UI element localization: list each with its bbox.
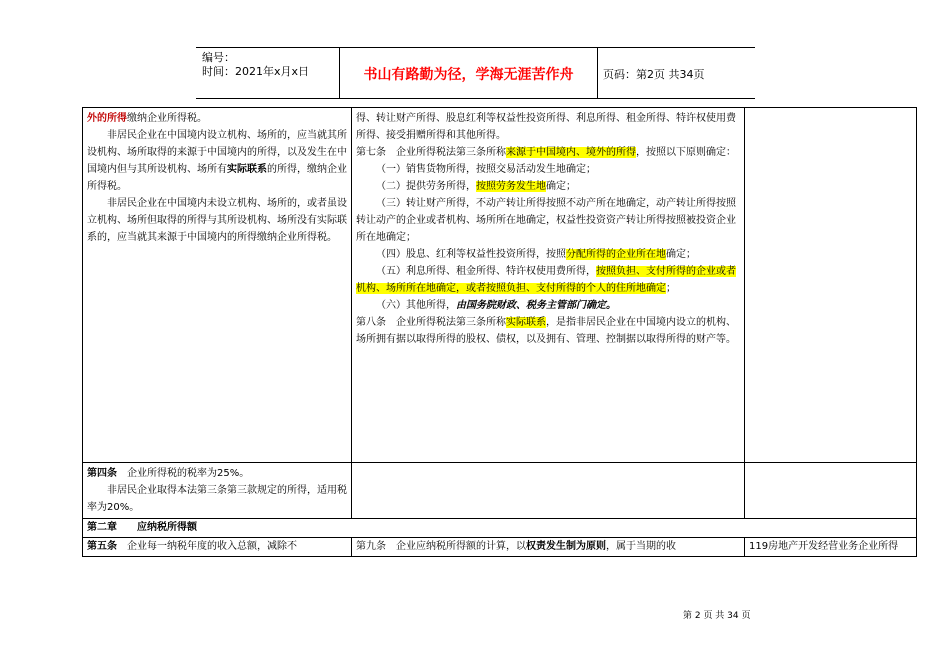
regulation-text-cell (352, 108, 745, 463)
text: 确定； (666, 249, 696, 260)
page-label: 页码：第2页 共34页 (603, 68, 705, 81)
highlighted-text: 按照劳务发生地 (476, 181, 546, 192)
table-row (83, 538, 917, 557)
highlighted-text: 按照负担、支付所得的企业或者机构、场所所在地确定，或者按照负担、支付所得的个人的住所地确定 (356, 266, 736, 294)
list-item (356, 178, 740, 195)
law-comparison-table (82, 107, 917, 557)
text: 企业所得税的税率为25%。 (117, 468, 250, 479)
text: 第九条 企业应纳税所得额的计算，以 (356, 541, 526, 552)
table-row (83, 463, 917, 519)
text: （四）股息、红利等权益性投资所得，按照 (376, 249, 566, 260)
table-row (83, 108, 917, 463)
law-text-cell (83, 538, 352, 557)
text: ，是指非居民企业在中国境内设立的机构、场所拥有据以取得所得的股权、债权，以及拥有、管理、控制据以取得所得的财产等。 (356, 317, 736, 345)
notes-cell (745, 108, 917, 463)
page-header (196, 47, 755, 99)
header-meta-cell (196, 48, 339, 98)
bold-text: 实际联系 (227, 164, 267, 175)
text: ； (666, 283, 676, 294)
text: ，属于当期的收 (606, 541, 676, 552)
text: 确定； (546, 181, 576, 192)
chapter-heading: 第二章 应纳税所得额 (83, 519, 917, 538)
text: 缴纳企业所得税。 (127, 113, 207, 124)
article-number: 第五条 (87, 541, 117, 552)
text: 的所得，缴纳企业所得税。 (87, 164, 347, 192)
text: 第七条 企业所得税法第三条所称 (356, 147, 506, 158)
text: 企业每一纳税年度的收入总额，减除不 (117, 541, 297, 552)
text: （二）提供劳务所得， (376, 181, 476, 192)
chapter-row (83, 519, 917, 538)
paragraph: 非居民企业取得本法第三条第三款规定的所得，适用税率为20%。 (87, 485, 347, 513)
text: （五）利息所得、租金所得、特许权使用费所得， (376, 266, 596, 277)
bold-italic-text: 由国务院财政、税务主管部门确定。 (456, 300, 616, 311)
text: 非居民企业在中国境内设立机构、场所的，应当就其所设机构、场所取得的来源于中国境内的所得，以及发生在中国境内但与其所设机构、场所有 (87, 130, 347, 175)
law-text-cell (83, 108, 352, 463)
highlighted-text: 实际联系 (506, 317, 546, 328)
red-text: 外的所得 (87, 113, 127, 124)
motto: 书山有路勤为径，学海无涯苦作舟 (363, 67, 574, 83)
text: （六）其他所得， (376, 300, 456, 311)
article-8 (356, 314, 740, 348)
list-item: （一）销售货物所得，按照交易活动发生地确定； (376, 164, 596, 175)
law-text-cell (83, 463, 352, 519)
article-4 (87, 465, 347, 482)
header-motto-cell (339, 48, 598, 98)
regulation-text-cell (352, 538, 745, 557)
article-number: 第四条 (87, 468, 117, 479)
list-item (356, 297, 740, 314)
paragraph: 非居民企业在中国境内未设立机构、场所的，或者虽设立机构、场所但取得的所得与其所设机构、场所没有实际联系的，应当就其来源于中国境内的所得缴纳企业所得税。 (87, 198, 347, 243)
highlighted-text: 来源于中国境内、境外的所得 (506, 147, 636, 158)
list-item (356, 246, 740, 263)
highlighted-text: 分配所得的企业所在地 (566, 249, 666, 260)
notes-cell (745, 463, 917, 519)
bold-text: 权责发生制为原则 (526, 541, 606, 552)
paragraph (87, 127, 347, 195)
paragraph (87, 110, 347, 127)
text: 第八条 企业所得税法第三条所称 (356, 317, 506, 328)
text: ，按照以下原则确定： (636, 147, 736, 158)
paragraph: 得、转让财产所得、股息红利等权益性投资所得、利息所得、租金所得、特许权使用费所得、接受捐赠所得和其他所得。 (356, 113, 736, 141)
header-page-cell (597, 48, 755, 98)
regulation-text-cell (352, 463, 745, 519)
list-item: （三）转让财产所得，不动产转让所得按照不动产所在地确定，动产转让所得按照转让动产的企业或者机构、场所所在地确定，权益性投资资产转让所得按照被投资企业所在地确定； (356, 198, 736, 243)
page-footer: 第 2 页 共 34 页 (683, 611, 751, 621)
notes-cell: 119房地产开发经营业务企业所得 (745, 538, 917, 557)
article-7 (356, 144, 740, 161)
number-label: 编号： (202, 51, 235, 64)
time-label: 时间：2021年x月x日 (202, 65, 310, 78)
list-item (356, 263, 740, 297)
